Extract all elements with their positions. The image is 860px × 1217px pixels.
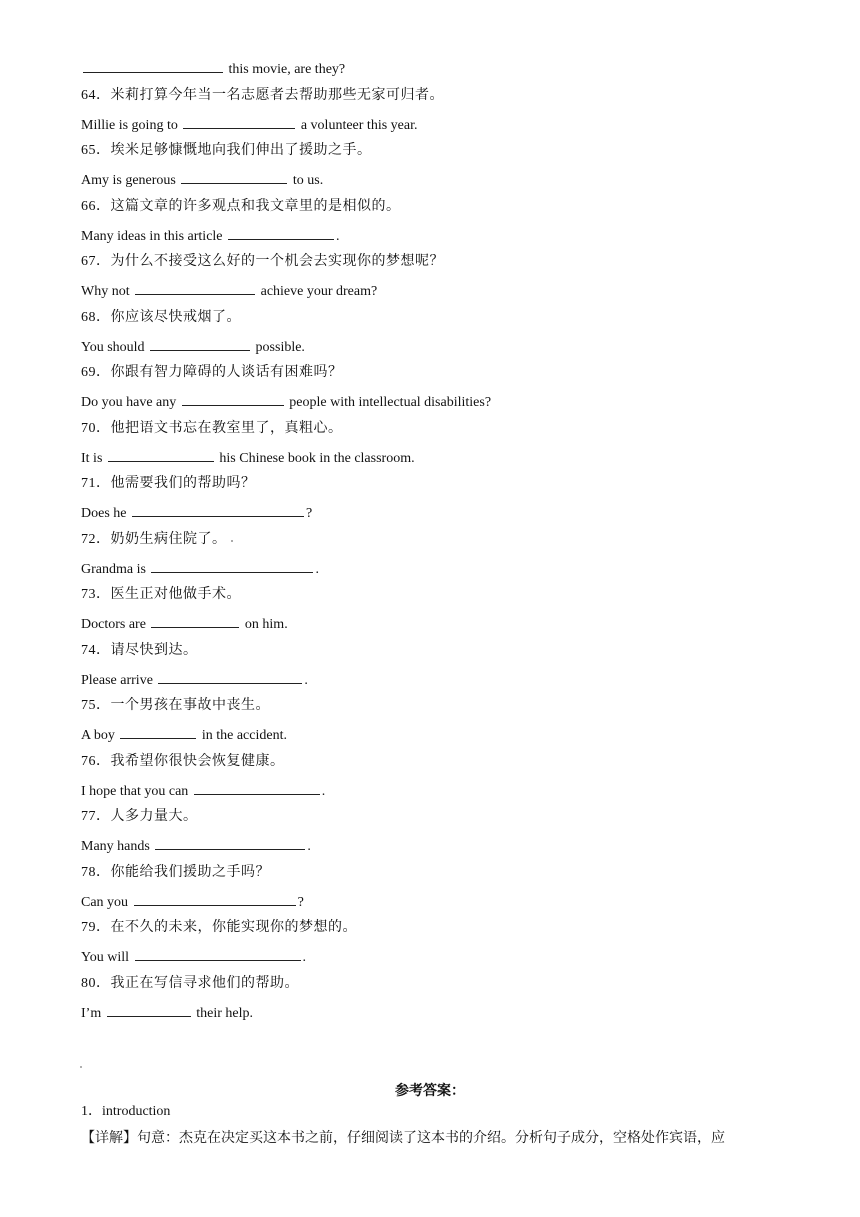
fill-in-sentence [81, 225, 340, 247]
fill-in-sentence [81, 280, 377, 302]
sentence-after: . [315, 562, 319, 577]
prompt-text: 76．我希望你很快会恢复健康。 [81, 754, 285, 769]
fill-in-sentence [81, 669, 308, 691]
stray-dot [80, 1066, 82, 1068]
sentence-before: Millie is going to [81, 118, 182, 133]
prompt-text: 75．一个男孩在事故中丧生。 [81, 698, 270, 713]
sentence-after: a volunteer this year. [297, 118, 418, 133]
question-prompt [81, 696, 270, 716]
prompt-text: 73．医生正对他做手术。 [81, 587, 241, 602]
sentence-before: You will [81, 950, 133, 965]
sentence-after: . [302, 950, 306, 965]
question-prompt [81, 197, 401, 217]
fill-in-sentence [81, 1002, 253, 1024]
answer-blank[interactable] [151, 613, 239, 628]
answer-blank[interactable] [135, 280, 255, 295]
question-prompt [81, 363, 343, 383]
sentence-before: You should [81, 340, 149, 355]
sentence-before: Many ideas in this article [81, 229, 227, 244]
sentence-before: Does he [81, 506, 130, 521]
answer-blank[interactable] [182, 391, 284, 406]
question-prompt [81, 86, 444, 106]
question-prompt [81, 918, 357, 938]
fill-in-sentence [81, 169, 323, 191]
answer-blank[interactable] [158, 669, 302, 684]
sentence-before: Please arrive [81, 673, 157, 688]
prompt-text: 67．为什么不接受这么好的一个机会去实现你的梦想呢？ [81, 254, 444, 269]
prompt-text: 69．你跟有智力障碍的人谈话有困难吗？ [81, 365, 343, 380]
question-prompt [81, 585, 241, 605]
fill-in-sentence [81, 835, 311, 857]
question-prompt [81, 252, 444, 272]
fill-in-sentence [81, 391, 491, 413]
prompt-text: 77．人多力量大。 [81, 809, 198, 824]
prompt-text: 71．他需要我们的帮助吗？ [81, 476, 256, 491]
sentence-before: Do you have any [81, 395, 180, 410]
sentence-after: ? [297, 895, 304, 910]
answer-blank[interactable] [135, 946, 301, 961]
sentence-after: his Chinese book in the classroom. [215, 451, 415, 466]
sentence-before: I’m [81, 1006, 105, 1021]
question-prompt [81, 419, 343, 439]
sentence-before: A boy [81, 728, 119, 743]
answer-blank[interactable] [181, 169, 287, 184]
fill-in-sentence [81, 891, 304, 913]
sentence-before: I hope that you can [81, 784, 192, 799]
sentence-before: Doctors are [81, 617, 150, 632]
prompt-text: 66．这篇文章的许多观点和我文章里的是相似的。 [81, 199, 401, 214]
prompt-text: 80．我正在写信寻求他们的帮助。 [81, 976, 299, 991]
prompt-text: 74．请尽快到达。 [81, 643, 198, 658]
sentence-after: . [321, 784, 326, 799]
sentence-after: possible. [252, 340, 305, 355]
sentence-before: Why not [81, 284, 134, 299]
prompt-text: 70．他把语文书忘在教室里了，真粗心。 [81, 421, 343, 436]
fill-in-sentence [81, 447, 415, 469]
sentence-after: achieve your dream? [257, 284, 378, 299]
answer-blank[interactable] [155, 835, 305, 850]
answer-blank[interactable] [108, 447, 214, 462]
answer-blank[interactable] [183, 114, 295, 129]
sentence-after: their help. [192, 1006, 253, 1021]
answer-1: 1．introduction [81, 1104, 171, 1119]
question-prompt [81, 474, 256, 494]
sentence-before: It is [81, 451, 106, 466]
fill-in-sentence [81, 613, 288, 635]
question-prompt [81, 530, 227, 550]
prompt-text: 72．奶奶生病住院了。 [81, 532, 227, 547]
sentence-after: to us. [289, 173, 324, 188]
fill-in-sentence [81, 724, 287, 746]
sentence-before: Amy is generous [81, 173, 180, 188]
prompt-text: 78．你能给我们援助之手吗？ [81, 865, 270, 880]
answer-blank[interactable] [107, 1002, 191, 1017]
question-prompt [81, 863, 270, 883]
fill-in-sentence [81, 114, 417, 136]
question-prompt [81, 308, 241, 328]
answer-blank[interactable] [228, 225, 334, 240]
answer-blank[interactable] [120, 724, 196, 739]
sentence-before: Grandma is [81, 562, 150, 577]
answer-blank[interactable] [134, 891, 296, 906]
stray-mark [231, 540, 233, 542]
sentence-after: people with intellectual disabilities? [285, 395, 492, 410]
answer-1-detail: 【详解】句意：杰克在决定买这本书之前，仔细阅读了这本书的介绍。分析句子成分，空格处作宾语，应 [81, 1131, 725, 1146]
sentence-after: this movie, are they? [225, 62, 346, 77]
question-prompt [81, 974, 299, 994]
question-prompt [81, 807, 198, 827]
answer-blank[interactable] [194, 780, 320, 795]
sentence-after: . [336, 229, 340, 244]
question-prompt [81, 752, 285, 772]
sentence-before: Many hands [81, 839, 154, 854]
prompt-text: 68．你应该尽快戒烟了。 [81, 310, 241, 325]
fill-in-sentence [81, 558, 319, 580]
prompt-text: 64．米莉打算今年当一名志愿者去帮助那些无家可归者。 [81, 88, 444, 103]
question-prompt [81, 141, 372, 161]
sentence-after: . [304, 673, 308, 688]
fill-in-sentence [81, 780, 325, 802]
sentence-after: in the accident. [198, 728, 287, 743]
sentence-after: ? [306, 506, 313, 521]
sentence-before: Can you [81, 895, 132, 910]
prompt-text: 79．在不久的未来，你能实现你的梦想的。 [81, 920, 357, 935]
answers-heading: 参考答案： [395, 1084, 465, 1099]
fill-in-sentence [81, 336, 305, 358]
fill-in-sentence [81, 58, 345, 80]
answer-blank[interactable] [132, 502, 304, 517]
question-prompt [81, 641, 198, 661]
sentence-after: on him. [241, 617, 288, 632]
fill-in-sentence [81, 502, 312, 524]
sentence-after: . [307, 839, 311, 854]
answer-blank[interactable] [151, 558, 313, 573]
fill-in-sentence [81, 946, 306, 968]
answer-blank[interactable] [83, 58, 223, 73]
prompt-text: 65．埃米足够慷慨地向我们伸出了援助之手。 [81, 143, 372, 158]
answer-blank[interactable] [150, 336, 250, 351]
